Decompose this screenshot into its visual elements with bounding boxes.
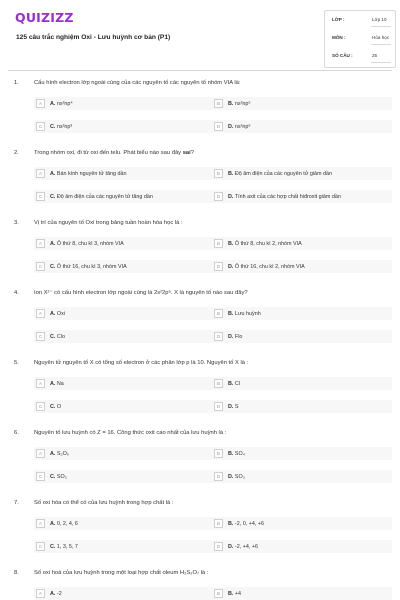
meta-value: Hóa học	[372, 35, 390, 40]
option-a[interactable]	[34, 237, 214, 250]
option-text: D. -2, +4, +6	[228, 543, 258, 550]
option-text: B. SO₄	[228, 450, 245, 457]
option-letter-box: B	[214, 379, 223, 388]
page-title: 125 câu trắc nghiệm Oxi - Lưu huỳnh cơ bản (P1)	[16, 34, 171, 41]
option-letter-box: D	[214, 402, 223, 411]
meta-key: SỐ CÂU :	[332, 53, 353, 58]
option-text: D. Flo	[228, 333, 243, 340]
option-text: A. Bán kính nguyên tử tăng dần	[50, 170, 127, 177]
question-text: Vị trí của nguyên tố Oxi trong bảng tuần hoàn hóa học là :	[34, 220, 183, 226]
option-text: A. 0, 2, 4, 6	[50, 520, 78, 527]
question-number: 6.	[14, 430, 19, 436]
option-text: D. S	[228, 403, 239, 410]
worksheet-header	[8, 7, 392, 69]
question-text: Ion X²⁻ có cấu hình electron lớp ngoài cùng là 2s²2p⁶. X là nguyên tố nào sau đây?	[34, 290, 248, 296]
option-letter-box: D	[214, 262, 223, 271]
option-d[interactable]	[212, 120, 392, 133]
option-letter-box: A	[36, 519, 45, 528]
option-text: B. Độ âm điện của các nguyên tử giảm dần	[228, 170, 333, 177]
option-d[interactable]	[212, 260, 392, 273]
option-a[interactable]	[34, 97, 214, 110]
option-text: C. O	[50, 403, 62, 410]
option-c[interactable]	[34, 260, 214, 273]
question-text: Nguyên tố lưu huỳnh có Z = 16. Công thức oxit cao nhất của lưu huỳnh là :	[34, 430, 227, 436]
option-text: C. ns²np³	[50, 123, 73, 130]
option-b[interactable]	[212, 517, 392, 530]
option-letter-box: D	[214, 472, 223, 481]
option-text: C. Độ âm điện của các nguyên tử tăng dần	[50, 193, 153, 200]
option-b[interactable]	[212, 377, 392, 390]
meta-value: 25	[372, 53, 378, 58]
question-number: 5.	[14, 360, 19, 366]
option-letter-box: C	[36, 542, 45, 551]
option-a[interactable]	[34, 447, 214, 460]
question-number: 2.	[14, 150, 19, 156]
option-letter-box: B	[214, 309, 223, 318]
question-text: Nguyên tử nguyên tố X có tổng số electron ở các phân lớp p là 10. Nguyên tố X là :	[34, 360, 249, 366]
option-letter-box: B	[214, 449, 223, 458]
option-text: A. Oxi	[50, 310, 65, 317]
question-number: 8.	[14, 570, 19, 576]
option-b[interactable]	[212, 307, 392, 320]
meta-line	[371, 44, 391, 45]
question-number: 3.	[14, 220, 19, 226]
option-text: A. S₂O₅	[50, 450, 69, 457]
option-letter-box: B	[214, 169, 223, 178]
option-c[interactable]	[34, 120, 214, 133]
meta-value: Lớp 10	[372, 17, 387, 22]
option-text: A. Ô thứ 8, chu kì 3, nhóm VIA	[50, 240, 124, 247]
meta-row-class	[325, 13, 395, 27]
meta-key: MÔN :	[332, 35, 346, 40]
option-b[interactable]	[212, 167, 392, 180]
option-b[interactable]	[212, 237, 392, 250]
question-number: 7.	[14, 500, 19, 506]
option-text: B. Cl	[228, 380, 240, 387]
option-c[interactable]	[34, 400, 214, 413]
meta-row-subject	[325, 31, 395, 45]
option-letter-box: B	[214, 239, 223, 248]
option-text: B. -2, 0, +4, +6	[228, 520, 264, 527]
option-b[interactable]	[212, 447, 392, 460]
option-letter-box: B	[214, 519, 223, 528]
option-text: D. SO₃	[228, 473, 245, 480]
option-text: B. Lưu huỳnh	[228, 310, 261, 317]
option-a[interactable]	[34, 517, 214, 530]
option-d[interactable]	[212, 330, 392, 343]
option-letter-box: D	[214, 332, 223, 341]
option-d[interactable]	[212, 400, 392, 413]
option-text: B. +4	[228, 590, 242, 597]
option-text: D. Tính axit của các hợp chất hiđroxit giảm dần	[228, 193, 341, 200]
question-text: Trong nhóm oxi, đi từ oxi đến telu. Phát biểu nào sau đây sai?	[34, 150, 194, 156]
option-letter-box: A	[36, 449, 45, 458]
option-letter-box: C	[36, 402, 45, 411]
option-letter-box: C	[36, 262, 45, 271]
option-text: C. Clo	[50, 333, 65, 340]
option-letter-box: C	[36, 122, 45, 131]
option-letter-box: D	[214, 192, 223, 201]
option-a[interactable]	[34, 587, 214, 600]
option-c[interactable]	[34, 330, 214, 343]
option-c[interactable]	[34, 190, 214, 203]
option-letter-box: C	[36, 472, 45, 481]
option-letter-box: A	[36, 239, 45, 248]
option-b[interactable]	[212, 97, 392, 110]
option-letter-box: D	[214, 122, 223, 131]
question-text: Số oxi hoá của lưu huỳnh trong một loại hợp chất oleum H₂S₂O₇ là :	[34, 570, 209, 576]
option-letter-box: A	[36, 99, 45, 108]
option-a[interactable]	[34, 307, 214, 320]
option-d[interactable]	[212, 540, 392, 553]
option-text: D. ns²np⁶	[228, 123, 251, 130]
option-letter-box: C	[36, 332, 45, 341]
option-letter-box: B	[214, 589, 223, 598]
option-text: B. ns²np⁵	[228, 100, 251, 107]
meta-row-count	[325, 49, 395, 63]
option-text: A. Na	[50, 380, 64, 387]
option-letter-box: A	[36, 309, 45, 318]
option-d[interactable]	[212, 190, 392, 203]
quizizz-logo: QUIZIZZ	[15, 10, 74, 25]
option-text: A. -2	[50, 590, 62, 597]
meta-box	[324, 10, 396, 68]
option-b[interactable]	[212, 587, 392, 600]
option-text: C. SO₂	[50, 473, 67, 480]
option-letter-box: A	[36, 169, 45, 178]
option-text: C. 1, 3, 5, 7	[50, 543, 78, 550]
meta-line	[371, 62, 391, 63]
header-divider	[8, 70, 392, 71]
option-letter-box: A	[36, 589, 45, 598]
option-a[interactable]	[34, 167, 214, 180]
option-text: C. Ô thứ 16, chu kì 3, nhóm VIA	[50, 263, 127, 270]
option-letter-box: C	[36, 192, 45, 201]
meta-line	[371, 26, 391, 27]
option-text: A. ns²np⁴	[50, 100, 73, 107]
option-letter-box: A	[36, 379, 45, 388]
meta-key: LỚP :	[332, 17, 345, 22]
question-text: Cấu hình electron lớp ngoài cùng của các nguyên tố các nguyên tố nhóm VIA là:	[34, 80, 241, 86]
option-d[interactable]	[212, 470, 392, 483]
option-text: D. Ô thứ 16, chu kì 2, nhóm VIA	[228, 263, 305, 270]
option-c[interactable]	[34, 470, 214, 483]
question-number: 4.	[14, 290, 19, 296]
option-letter-box: B	[214, 99, 223, 108]
question-number: 1.	[14, 80, 19, 86]
option-letter-box: D	[214, 542, 223, 551]
option-a[interactable]	[34, 377, 214, 390]
question-text: Số oxi hóa có thể có của lưu huỳnh trong hợp chất là :	[34, 500, 174, 506]
option-text: B. Ô thứ 8, chu kì 2, nhóm VIA	[228, 240, 302, 247]
option-c[interactable]	[34, 540, 214, 553]
